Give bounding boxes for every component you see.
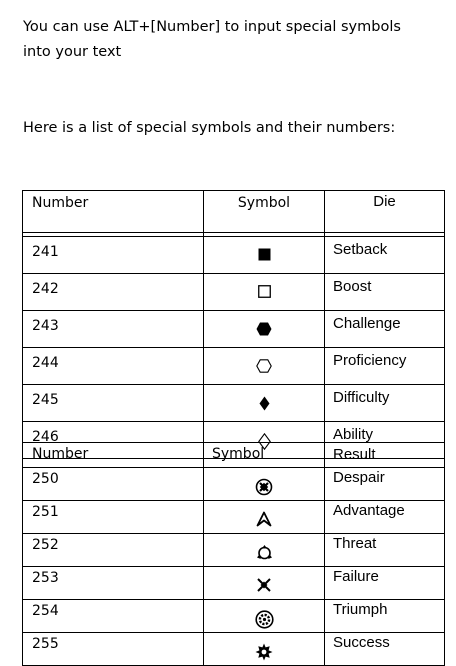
failure-icon bbox=[256, 577, 272, 593]
symbol-name: Success bbox=[325, 633, 445, 666]
header-symbol: Symbol bbox=[204, 191, 325, 233]
symbol-name: Ability bbox=[325, 422, 445, 459]
triumph-icon bbox=[255, 610, 274, 629]
symbol-number: 245 bbox=[23, 385, 204, 422]
result-symbols-table bbox=[22, 442, 445, 666]
advantage-icon bbox=[256, 511, 272, 527]
intro-text: You can use ALT+[Number] to input special symbols into your text bbox=[23, 19, 401, 60]
symbol-number: 242 bbox=[23, 274, 204, 311]
symbol-name: Advantage bbox=[325, 501, 445, 534]
filled-hexagon-icon bbox=[256, 322, 272, 336]
table-row bbox=[23, 567, 445, 600]
header-number: Number bbox=[23, 443, 204, 468]
symbol-name: Triumph bbox=[325, 600, 445, 633]
header-result: Result bbox=[325, 443, 445, 468]
symbol-number: 251 bbox=[23, 501, 204, 534]
table-row bbox=[23, 274, 445, 311]
symbol-number: 246 bbox=[23, 422, 204, 459]
threat-icon bbox=[256, 544, 273, 561]
open-hexagon-icon bbox=[256, 359, 272, 373]
table-row bbox=[23, 534, 445, 567]
symbol-number: 244 bbox=[23, 348, 204, 385]
symbol-number: 255 bbox=[23, 633, 204, 666]
symbol-name: Despair bbox=[325, 468, 445, 501]
symbol-name: Proficiency bbox=[325, 348, 445, 385]
symbol-number: 243 bbox=[23, 311, 204, 348]
symbol-name: Setback bbox=[325, 237, 445, 274]
table-header-row bbox=[23, 443, 445, 468]
table-header-row bbox=[23, 191, 445, 233]
symbol-name: Challenge bbox=[325, 311, 445, 348]
table-row bbox=[23, 385, 445, 422]
success-icon bbox=[255, 643, 273, 661]
header-die: Die bbox=[325, 191, 445, 233]
symbol-number: 250 bbox=[23, 468, 204, 501]
despair-icon bbox=[255, 478, 273, 496]
table-row bbox=[23, 468, 445, 501]
die-symbols-table bbox=[22, 190, 445, 459]
table-row bbox=[23, 311, 445, 348]
table-row bbox=[23, 600, 445, 633]
symbol-number: 241 bbox=[23, 237, 204, 274]
table-row bbox=[23, 348, 445, 385]
symbol-number: 252 bbox=[23, 534, 204, 567]
symbol-number: 253 bbox=[23, 567, 204, 600]
symbol-name: Threat bbox=[325, 534, 445, 567]
filled-diamond-icon bbox=[259, 396, 270, 411]
symbol-number: 254 bbox=[23, 600, 204, 633]
symbol-name: Boost bbox=[325, 274, 445, 311]
header-symbol: Symbol bbox=[204, 443, 325, 468]
filled-square-icon bbox=[258, 248, 271, 261]
header-number: Number bbox=[23, 191, 204, 233]
lead-text: Here is a list of special symbols and their numbers: bbox=[23, 120, 396, 136]
symbol-name: Difficulty bbox=[325, 385, 445, 422]
table-row bbox=[23, 501, 445, 534]
symbol-name: Failure bbox=[325, 567, 445, 600]
table-row bbox=[23, 237, 445, 274]
open-square-icon bbox=[258, 285, 271, 298]
